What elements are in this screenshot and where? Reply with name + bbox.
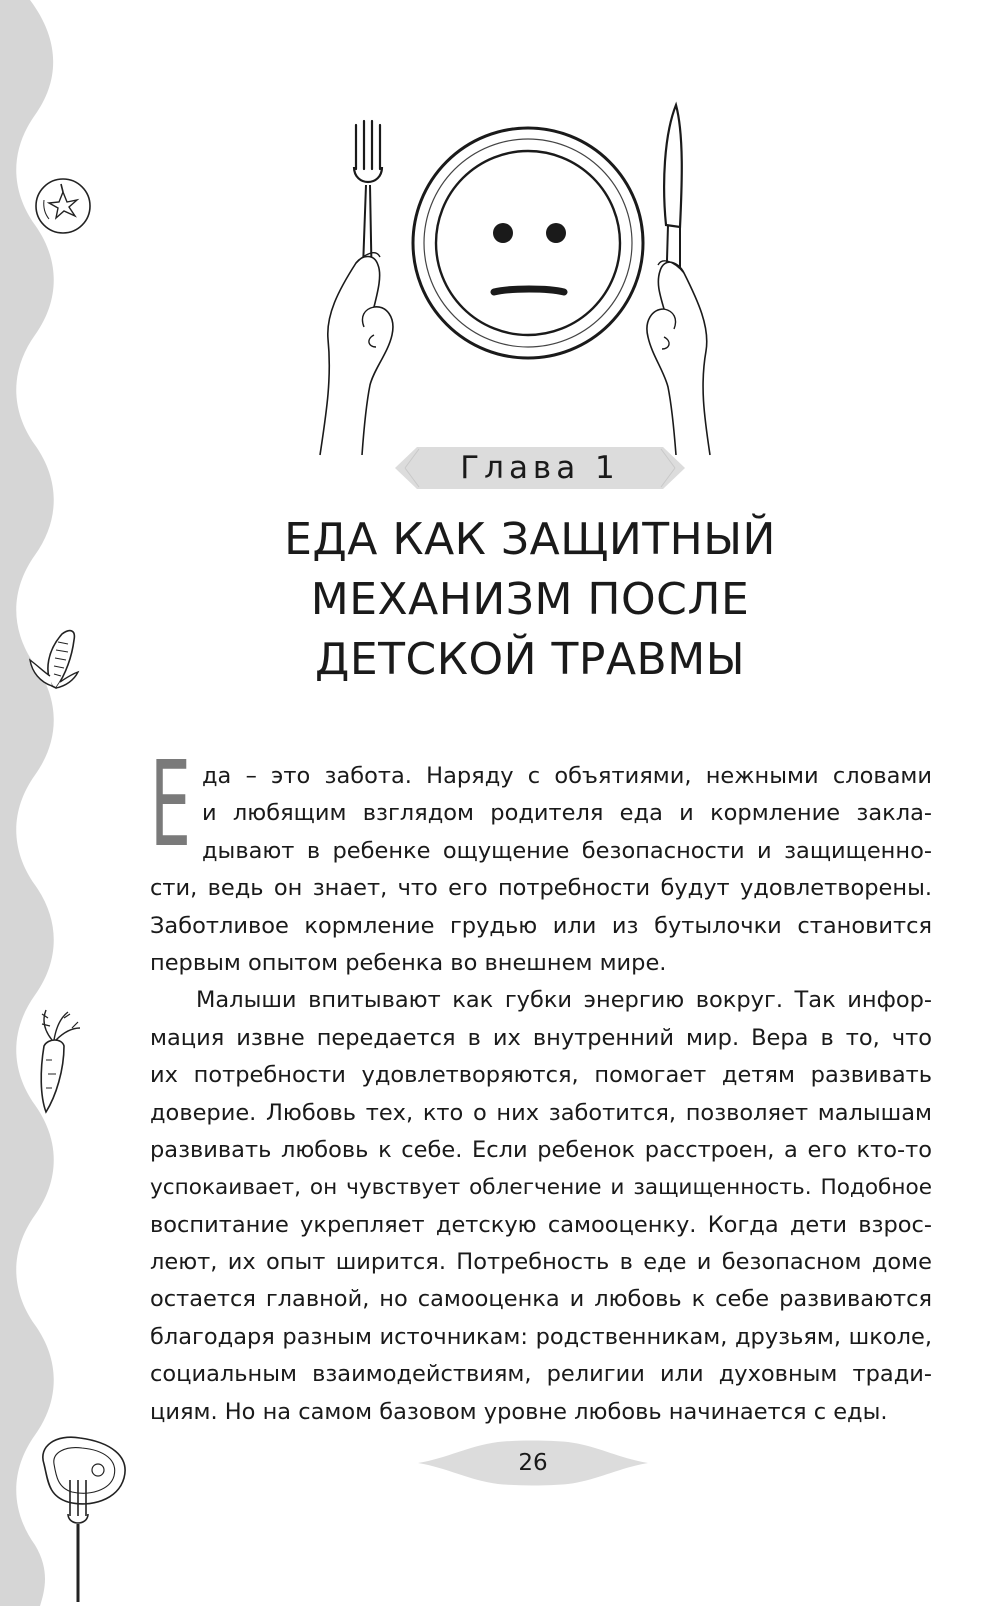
chapter-label: Глава 1 (460, 450, 620, 486)
body-line: социальным взаимодействиям, религии или духовным тради- (150, 1361, 932, 1388)
body-line: Заботливое кормление грудью или из бутылочки становится (150, 912, 932, 939)
body-line: успокаивает, он чувствует облегчение и защищенность. Подобное (150, 1175, 932, 1201)
chapter-title-line: ДЕТСКОЙ ТРАВМЫ (314, 634, 746, 685)
body-line: остается главной, но самооценка и любовь к себе развиваются (150, 1286, 932, 1313)
drop-cap: Е (150, 735, 192, 873)
wavy-side-strip (0, 0, 110, 1606)
body-line: доверие. Любовь тех, кто о них заботится, позволяет малышам (150, 1099, 932, 1126)
body-line: циям. Но на самом базовом уровне любовь начинается с еды. (150, 1398, 888, 1425)
right-eye-icon (546, 223, 566, 243)
body-text (150, 758, 932, 1431)
page-number: 26 (518, 1450, 548, 1476)
body-line: мация извне передается в их внутренний мир. Вера в то, что (150, 1024, 932, 1051)
page-number-banner (418, 1432, 648, 1494)
left-hand-icon (320, 257, 393, 456)
carrot-icon (30, 1000, 90, 1120)
body-line: первым опытом ребенка во внешнем мире. (150, 949, 667, 976)
chapter-title (160, 510, 900, 690)
steak-and-fork-icon (26, 1430, 136, 1606)
body-line: благодаря разным источникам: родственникам, друзьям, школе, (150, 1323, 932, 1350)
body-line: Малыши впитывают как губки энергию вокруг. Так инфор- (196, 987, 932, 1014)
body-line: развивать любовь к себе. Если ребенок расстроен, а его кто-то (150, 1136, 932, 1163)
flat-mouth-icon (494, 289, 564, 292)
body-line: дывают в ребенке ощущение безопасности и защищенно- (202, 837, 932, 864)
tomato-icon (28, 170, 98, 240)
chapter-label-banner (395, 437, 685, 499)
body-line: и любящим взглядом родителя еда и кормление закла- (202, 800, 932, 827)
hands-fork-knife-plate-illustration (270, 95, 750, 465)
chapter-title-line: МЕХАНИЗМ ПОСЛЕ (310, 574, 750, 625)
left-eye-icon (493, 223, 513, 243)
body-line: воспитание укрепляет детскую самооценку. Когда дети взрос- (150, 1211, 932, 1238)
body-line: сти, ведь он знает, что его потребности будут удовлетворены. (150, 875, 932, 902)
body-line: да – это забота. Наряду с объятиями, нежными словами (202, 763, 932, 789)
body-line: их потребности удовлетворяются, помогает детям развивать (150, 1062, 932, 1089)
chapter-title-line: ЕДА КАК ЗАЩИТНЫЙ (284, 514, 776, 565)
right-hand-icon (647, 262, 710, 455)
corn-icon (22, 620, 92, 700)
body-line: леют, их опыт ширится. Потребность в еде и безопасном доме (150, 1249, 932, 1276)
